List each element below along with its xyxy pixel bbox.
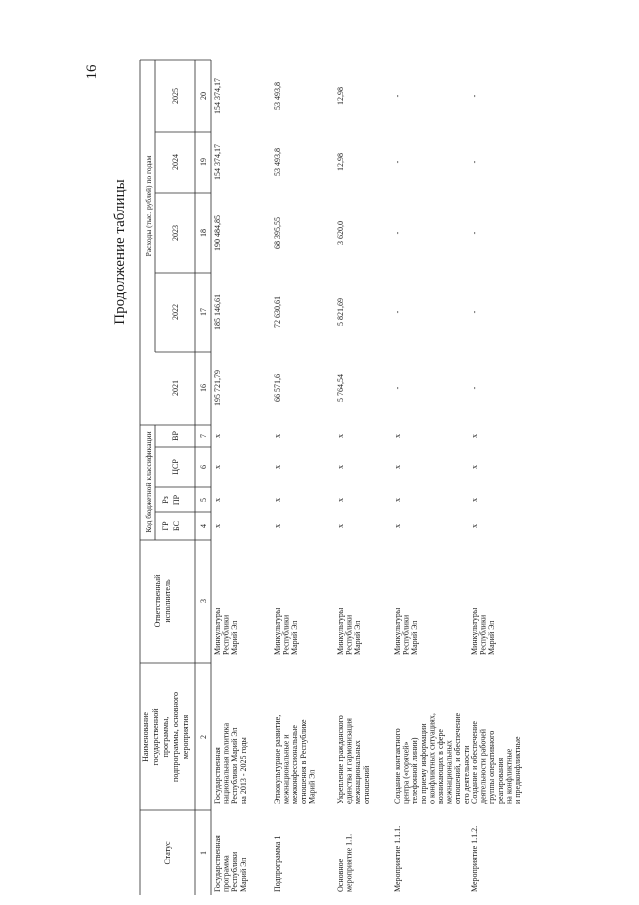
row-status-line: Мероприятие 1.1.2. <box>470 825 479 892</box>
row-name-line: Республики Марий Эл <box>230 727 240 804</box>
header-budget-code: Код бюджетной классификации <box>144 431 153 533</box>
row-name-line: его деятельности <box>461 745 471 804</box>
row-y2022-value: 72 630,61 <box>273 296 282 328</box>
row-executor-line: Марий Эл <box>487 620 497 655</box>
row-name-line: Этнокультурное развитие, <box>273 714 282 804</box>
row-executor-line: Марий Эл <box>353 620 363 655</box>
row-executor-line: Республики <box>221 614 231 655</box>
row-name-line: возникающих в сфере <box>436 729 445 804</box>
row-status-line: программа <box>221 855 231 892</box>
row-name-line: межнациональные и <box>281 734 291 804</box>
header-vr: ВР <box>171 431 180 441</box>
header-name-line-2: программы, <box>161 716 170 758</box>
row-executor-line: Минкультуры <box>213 607 222 655</box>
header-year-2025: 2025 <box>171 88 180 104</box>
header-year-2022: 2022 <box>171 304 180 320</box>
row-rzpr-value: x <box>213 498 222 502</box>
header-rzpr-line-1: ПР <box>172 494 181 506</box>
header-grbs-line-1: БС <box>172 521 181 531</box>
row-csr-value: x <box>213 465 222 469</box>
row-y2024-value: - <box>470 160 479 164</box>
row-y2025-value: - <box>393 94 402 98</box>
row-y2021-value: 195 721,79 <box>213 370 222 406</box>
row-name-line: межконфессиональные <box>290 725 300 804</box>
row-status-line: мероприятие 1.1. <box>344 833 354 892</box>
table-body <box>213 78 522 892</box>
row-y2025-value: - <box>470 94 479 98</box>
colnum-4: 4 <box>199 524 208 528</box>
row-executor-line: Марий Эл <box>410 620 420 655</box>
row-y2023-value: - <box>470 231 479 235</box>
row-csr-value: x <box>470 465 479 469</box>
row-name-line: и предконфликтные <box>513 736 522 804</box>
row-y2022-value: - <box>470 310 479 314</box>
row-y2021-value: 66 571,6 <box>273 374 282 402</box>
row-name-line: по приему информации <box>418 723 428 804</box>
row-executor-line: Минкультуры <box>470 607 479 655</box>
row-vr-value: x <box>470 434 479 438</box>
row-executor-line: Марий Эл <box>230 620 240 655</box>
row-status-line: Государственная <box>213 835 222 892</box>
row-y2022-value: 185 146,61 <box>213 294 222 330</box>
header-status: Статус <box>163 841 172 865</box>
header-name-line-0: Наименование <box>141 712 150 762</box>
row-executor-line: Республики <box>401 614 411 655</box>
row-y2021-value: 5 764,54 <box>336 374 345 402</box>
row-y2023-value: 3 620,0 <box>336 221 345 245</box>
header-executor-line-1: исполнитель <box>163 579 172 623</box>
row-rzpr-value: x <box>393 498 402 502</box>
row-status-line: Республики <box>230 851 240 892</box>
row-executor-line: Республики <box>281 614 291 655</box>
row-y2021-value: - <box>393 386 402 390</box>
row-name-line: о конфликтных ситуациях, <box>427 713 437 804</box>
header-grbs <box>161 521 181 531</box>
row-grbs-value: x <box>336 524 345 528</box>
row-executor-line: Минкультуры <box>336 607 345 655</box>
row-y2023-value: 190 484,85 <box>213 215 222 251</box>
row-y2023-value: 68 395,55 <box>273 217 282 249</box>
row-rzpr-value: x <box>470 498 479 502</box>
row-rzpr-value: x <box>273 498 282 502</box>
header-executor-line-0: Ответственный <box>153 574 162 628</box>
row-name-line: Марий Эл <box>307 769 317 804</box>
row-status-line: Марий Эл <box>238 857 248 892</box>
row-name-line: Создание контактного <box>393 728 402 804</box>
row-name-line: национальная политика <box>221 723 231 804</box>
continuation-title: Продолжение таблицы <box>112 179 128 325</box>
row-grbs-value: x <box>213 524 222 528</box>
row-vr-value: x <box>273 434 282 438</box>
colnum-3: 3 <box>199 599 208 603</box>
header-name-line-1: государственной <box>151 708 160 766</box>
column-numbers-row <box>199 92 208 855</box>
row-y2025-value: 154 374,17 <box>213 78 222 114</box>
colnum-20: 20 <box>199 92 208 100</box>
colnum-17: 17 <box>199 308 208 316</box>
header-expenses: Расходы (тыс. рублей) по годам <box>144 155 153 257</box>
row-grbs-value: x <box>273 524 282 528</box>
header-year-2021: 2021 <box>171 380 180 396</box>
header-rzpr <box>161 494 181 505</box>
row-y2021-value: - <box>470 386 479 390</box>
row-name-line: реагирования <box>495 757 505 804</box>
row-name-line: Государственная <box>213 747 222 804</box>
row-csr-value: x <box>336 465 345 469</box>
row-name-line: отношений, и обеспечение <box>453 712 463 804</box>
row-name-line: межнациональных <box>353 740 363 804</box>
row-name-line: деятельности рабочей <box>478 728 488 804</box>
colnum-19: 19 <box>199 158 208 166</box>
row-status-line: Подпрограмма 1 <box>273 835 282 892</box>
header-year-2023: 2023 <box>171 225 180 241</box>
row-executor-line: Республики <box>344 614 354 655</box>
row-y2024-value: 53 493,8 <box>273 148 282 176</box>
header-name-line-3: подпрограммы, основного <box>171 692 180 782</box>
row-rzpr-value: x <box>336 498 345 502</box>
row-name-line: группы оперативного <box>487 730 497 804</box>
table-header <box>141 88 190 865</box>
header-grbs-line-0: ГР <box>161 521 170 531</box>
row-y2025-value: 53 493,8 <box>273 82 282 110</box>
row-vr-value: x <box>213 434 222 438</box>
header-csr: ЦСР <box>171 459 180 475</box>
row-vr-value: x <box>393 434 402 438</box>
row-name-line: на конфликтные <box>504 748 514 804</box>
row-executor-line: Республики <box>478 614 488 655</box>
row-y2022-value: - <box>393 310 402 314</box>
row-name-line: Укрепление гражданского <box>336 715 345 804</box>
row-name-line: отношения в Республике <box>298 719 308 804</box>
row-y2024-value: 154 374,17 <box>213 144 222 180</box>
row-grbs-value: x <box>393 524 402 528</box>
page-number: 16 <box>84 64 100 80</box>
row-vr-value: x <box>336 434 345 438</box>
row-status-line: Основное <box>336 858 345 892</box>
colnum-16: 16 <box>199 384 208 392</box>
row-name-line: Создание и обеспечение <box>470 721 479 804</box>
row-name-line: межнациональных <box>444 740 454 804</box>
row-y2024-value: - <box>393 160 402 164</box>
colnum-7: 7 <box>199 434 208 438</box>
header-executor <box>153 574 172 627</box>
row-y2025-value: 12,98 <box>336 87 345 105</box>
row-name-line: отношений <box>361 765 371 804</box>
row-name-line: на 2013 - 2025 годы <box>238 737 248 804</box>
row-name-line: телефонной линии) <box>410 737 420 804</box>
colnum-5: 5 <box>199 498 208 502</box>
row-y2022-value: 5 821,69 <box>336 298 345 326</box>
colnum-1: 1 <box>199 851 208 855</box>
row-executor-line: Минкультуры <box>273 607 282 655</box>
row-csr-value: x <box>393 465 402 469</box>
header-name <box>141 692 190 782</box>
header-rzpr-line-0: Рз <box>161 496 170 504</box>
row-csr-value: x <box>273 465 282 469</box>
header-year-2024: 2024 <box>171 154 180 170</box>
colnum-18: 18 <box>199 229 208 237</box>
row-status-line: Мероприятие 1.1.1. <box>393 825 402 892</box>
colnum-2: 2 <box>199 735 208 739</box>
row-grbs-value: x <box>470 524 479 528</box>
row-executor-line: Марий Эл <box>290 620 300 655</box>
row-name-line: центра («горячей» <box>401 741 411 804</box>
row-name-line: единства и гармонизация <box>344 718 354 804</box>
colnum-6: 6 <box>199 465 208 469</box>
header-name-line-4: мероприятия <box>181 714 190 760</box>
row-y2023-value: - <box>393 231 402 235</box>
row-executor-line: Минкультуры <box>393 607 402 655</box>
row-y2024-value: 12,98 <box>336 153 345 171</box>
